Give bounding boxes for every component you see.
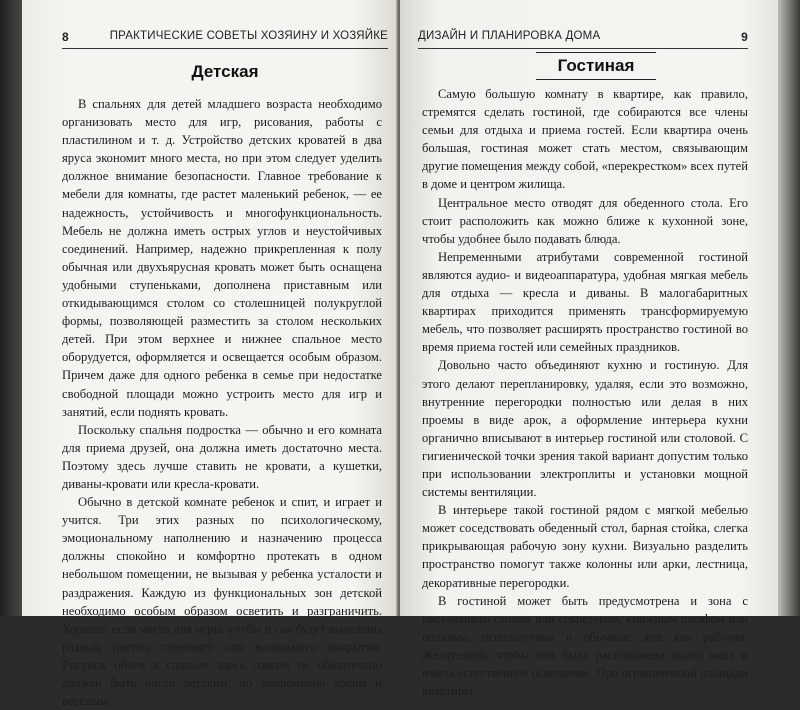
- paragraph: Поскольку спальня подростка — обычно и его комната для приема друзей, она должна иметь достаточно места. Поэтому здесь лучше ставить не кровати, а кушетки, диваны-кровати или кресла-кровати.: [62, 422, 382, 491]
- paragraph: Довольно часто объединяют кухню и гостиную. Для этого делают перепланировку, удаляя, если это возможно, внутренние перегородки полностью или делая в них проемы в виде арок, а оформление интерьера кухни органично вписывают в интерьер гостиной или столовой. С гигиенической точки зрения такой вариант допустим только при использовании электроплиты и установки мощной системы вентиляции.: [422, 358, 748, 500]
- scan-right-edge: [778, 0, 800, 616]
- right-page: [400, 0, 778, 699]
- section-title: Гостиная: [536, 52, 656, 80]
- paragraph: В гостиной может быть предусмотрена и зона с письменным столом или секретером, книжным шкафом или полками, используемая в обычные дни как рабочая. Желательно, чтобы она была расположена около окна и имела естественное освещение. При ограниченной площади квартиры: [422, 593, 748, 699]
- paragraph: В спальнях для детей младшего возраста необходимо организовать место для игр, рисования, работы с пластилином и т. д. Устройство детских кроватей в два яруса экономит много места, но при этом следует уделить должное внимание безопасности. Главное требование к мебели для комнаты, где растет маленький ребенок, — ее надежность, устойчивость и многофункциональность. Мебель не должна иметь острых углов и неустойчивых соединений. Например, надежно прикрепленная к полу обычная или двухъярусная кровать может быть оснащена удобными ступеньками, дополнена приставным или откидывающимся столом со столешницей полукруглой формы, позволяющей разместить за столом нескольких детей. При этом верхнее и нижнее спальное место оборудуется, оформляется и освещается особым образом. Причем даже для одного ребенка в семье при недостатке свободной площади можно устроить место для игр и занятий, если поднять кровать.: [62, 97, 382, 419]
- page-number: 8: [62, 30, 69, 44]
- running-head: ДИЗАЙН И ПЛАНИРОВКА ДОМА: [418, 30, 601, 42]
- left-page: [22, 0, 398, 709]
- paragraph: Центральное место отводят для обеденного стола. Его стоит расположить как можно ближе к кухонной зоне, чтобы удобнее было подавать блюда.: [422, 195, 748, 246]
- right-page-body: [422, 85, 748, 700]
- paragraph: Непременными атрибутами современной гостиной являются аудио- и видеоаппаратура, удобная мягкая мебель для отдыха — кресла и диваны. В малогабаритных квартирах приходится применять трансформируемую мебель, что позволяет расширять пространство гостиной во время приема гостей или семейных праздников.: [422, 249, 748, 355]
- section-title: Детская: [191, 62, 259, 81]
- left-page-body: [62, 95, 382, 710]
- paragraph: В интерьере такой гостиной рядом с мягкой мебелью может соседствовать обеденный стол, барная стойка, слегка прикрывающая рабочую зону кухни. Визуально разделить пространство помогут также колонны или арки, лестница, декоративные перегородки.: [422, 503, 748, 590]
- paragraph: Обычно в детской комнате ребенок и спит, и играет и учится. Три этих разных по психологическому, эмоциональному наполнению и назначению процесса должны спокойно и комфортно протекать в одном небольшом помещении, не вызывая у ребенка усталости и раздражения. Каждую из функциональных зон детской необходимо особым образом осветить и разграничить. Хорошо, если места для игры, учебы и сна будут выделены разным цветом стенового или напольного покрытия. Рисунок обоев в спальне здесь совсем не обязательно должен быть чисто детским, но непременно ярким и веселым.: [62, 495, 382, 709]
- running-head: ПРАКТИЧЕСКИЕ СОВЕТЫ ХОЗЯИНУ И ХОЗЯЙКЕ: [109, 30, 388, 42]
- left-page-header: [62, 28, 388, 49]
- right-page-header: [418, 28, 748, 49]
- paragraph: Самую большую комнату в квартире, как правило, стремятся сделать гостиной, где собираются все члены семьи для отдыха и приема гостей. Если квартира очень большая, гостиная может стать местом, связывающим другие помещения между собой, «перекрестком» всех путей в доме и центром жилища.: [422, 87, 748, 192]
- page-number: 9: [741, 30, 748, 44]
- scan-left-edge: [0, 0, 22, 616]
